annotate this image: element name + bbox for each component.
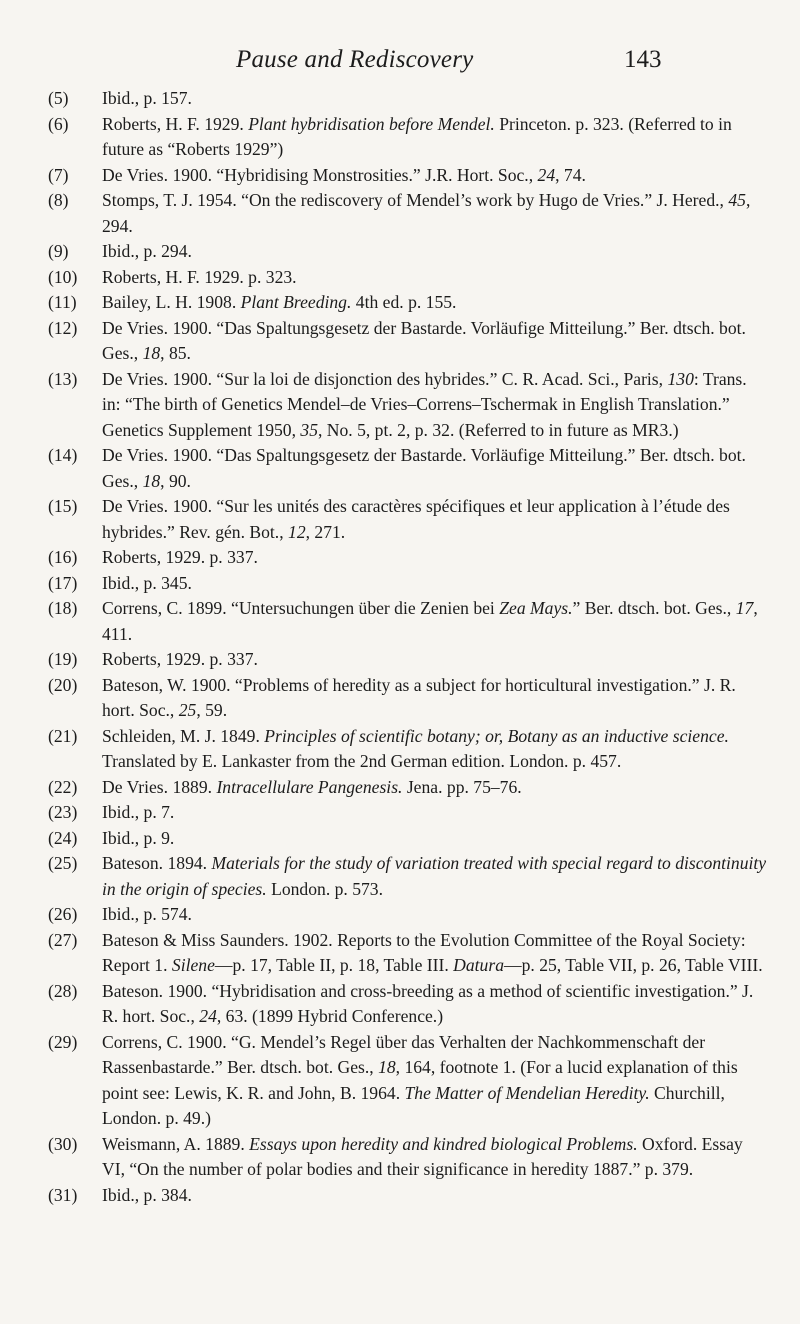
note-text: Bateson, W. 1900. “Problems of heredity as a subject for horticultural investigation.” J. R. hort. Soc., 25, 59.: [102, 674, 736, 720]
reference-note: [48, 826, 768, 852]
note-number: (17): [48, 572, 78, 593]
note-number: (6): [48, 113, 69, 134]
note-number: (23): [48, 802, 78, 822]
note-number: (13): [48, 368, 78, 389]
note-number: (8): [48, 190, 69, 210]
note-number: (14): [48, 445, 78, 465]
reference-note: [48, 902, 768, 928]
reference-note: [48, 86, 768, 112]
note-number: (30): [48, 1133, 78, 1154]
note-number: (11): [48, 292, 77, 312]
note-number: (29): [48, 1031, 78, 1052]
reference-note: [48, 596, 768, 647]
reference-note: [48, 1030, 768, 1132]
note-text: Roberts, 1929. p. 337.: [102, 547, 258, 567]
reference-note: [48, 112, 768, 163]
note-text: Ibid., p. 384.: [102, 1184, 192, 1205]
reference-note: [48, 979, 768, 1030]
reference-note: [48, 673, 768, 724]
note-number: (27): [48, 929, 78, 950]
reference-note: [48, 265, 768, 291]
note-text: Ibid., p. 7.: [102, 802, 175, 822]
reference-note: [48, 647, 768, 673]
note-number: (12): [48, 317, 78, 338]
note-number: (9): [48, 241, 69, 261]
note-text: De Vries. 1900. “Hybridising Monstrosities.” J.R. Hort. Soc., 24, 74.: [102, 164, 586, 185]
reference-note: [48, 775, 768, 801]
reference-note: [48, 290, 768, 316]
reference-note: [48, 494, 768, 545]
note-number: (24): [48, 827, 78, 848]
note-text: De Vries. 1900. “Das Spaltungsgesetz der Bastarde. Vorläufige Mitteilung.” Ber. dtsch. bot. Ges., 18, 90.: [102, 445, 746, 491]
reference-note: [48, 367, 768, 444]
note-text: Roberts, 1929. p. 337.: [102, 649, 258, 669]
reference-note: [48, 800, 768, 826]
note-number: (5): [48, 88, 69, 108]
note-text: Bailey, L. H. 1908. Plant Breeding. 4th ed. p. 155.: [102, 292, 457, 312]
note-number: (28): [48, 980, 78, 1001]
note-text: De Vries. 1900. “Sur la loi de disjonction des hybrides.” C. R. Acad. Sci., Paris, 130: Trans. in: “The birth of Genetics Mendel–de Vries–Correns–Tschermak in English Translation.” Genetics Supplement 1950, 35, No. 5, pt. 2, p. 32. (Referred to in future as MR3.): [102, 368, 747, 440]
note-text: Ibid., p. 574.: [102, 904, 192, 924]
note-text: Ibid., p. 294.: [102, 241, 192, 261]
note-number: (22): [48, 776, 78, 797]
note-number: (7): [48, 164, 69, 185]
note-number: (19): [48, 649, 78, 669]
running-title: Pause and Rediscovery: [236, 46, 474, 73]
page-number: 143: [624, 46, 662, 73]
note-text: Bateson & Miss Saunders. 1902. Reports to the Evolution Committee of the Royal Society: Report 1. Silene—p. 17, Table II, p. 18, Table III. Datura—p. 25, Table VII, p. 26, Table VIII.: [102, 929, 763, 975]
note-text: Stomps, T. J. 1954. “On the rediscovery of Mendel’s work by Hugo de Vries.” J. Hered., 45, 294.: [102, 190, 751, 236]
reference-note: [48, 571, 768, 597]
note-text: Ibid., p. 157.: [102, 88, 192, 108]
note-text: Correns, C. 1900. “G. Mendel’s Regel über das Verhalten der Nachkommenschaft der Rassenbastarde.” Ber. dtsch. bot. Ges., 18, 164, footnote 1. (For a lucid explanation of this point see: Lewis, K. R. and John, B. 1964. The Matter of Mendelian Heredity. Churchill, London. p. 49.): [102, 1031, 738, 1128]
note-text: Roberts, H. F. 1929. p. 323.: [102, 266, 297, 287]
reference-note: [48, 316, 768, 367]
note-number: (20): [48, 674, 78, 695]
reference-note: [48, 1183, 768, 1209]
note-number: (31): [48, 1184, 78, 1205]
note-text: Weismann, A. 1889. Essays upon heredity and kindred biological Problems. Oxford. Essay VI, “On the number of polar bodies and their significance in heredity 1887.” p. 379.: [102, 1133, 743, 1179]
reference-note: [48, 545, 768, 571]
note-text: Bateson. 1894. Materials for the study of variation treated with special regard to discontinuity in the origin of species. London. p. 573.: [102, 853, 767, 899]
note-number: (21): [48, 725, 78, 746]
note-text: De Vries. 1900. “Sur les unités des caractères spécifiques et leur application à l’étude des hybrides.” Rev. gén. Bot., 12, 271.: [102, 496, 730, 542]
note-text: Ibid., p. 345.: [102, 572, 192, 593]
reference-note: [48, 188, 768, 239]
reference-note: [48, 1132, 768, 1183]
reference-note: [48, 724, 768, 775]
note-text: De Vries. 1889. Intracellulare Pangenesis. Jena. pp. 75–76.: [102, 776, 522, 797]
note-number: (15): [48, 496, 78, 516]
reference-note: [48, 163, 768, 189]
note-text: Roberts, H. F. 1929. Plant hybridisation before Mendel. Princeton. p. 323. (Referred to in future as “Roberts 1929”): [102, 113, 732, 159]
note-text: Bateson. 1900. “Hybridisation and cross-breeding as a method of scientific investigation.” J. R. hort. Soc., 24, 63. (1899 Hybrid Conference.): [102, 980, 754, 1026]
note-number: (26): [48, 904, 78, 924]
note-number: (18): [48, 598, 78, 618]
note-number: (10): [48, 266, 78, 287]
note-text: Correns, C. 1899. “Untersuchungen über die Zenien bei Zea Mays.” Ber. dtsch. bot. Ges., 17, 411.: [102, 598, 758, 644]
note-text: Schleiden, M. J. 1849. Principles of scientific botany; or, Botany as an inductive science. Translated by E. Lankaster from the 2nd German edition. London. p. 457.: [102, 725, 729, 771]
reference-notes-list: [48, 86, 768, 1208]
note-number: (16): [48, 547, 78, 567]
note-text: Ibid., p. 9.: [102, 827, 175, 848]
page-header: [0, 46, 800, 82]
reference-note: [48, 443, 768, 494]
reference-note: [48, 239, 768, 265]
reference-note: [48, 928, 768, 979]
reference-note: [48, 851, 768, 902]
note-text: De Vries. 1900. “Das Spaltungsgesetz der Bastarde. Vorläufige Mitteilung.” Ber. dtsch. bot. Ges., 18, 85.: [102, 317, 746, 363]
note-number: (25): [48, 853, 78, 873]
